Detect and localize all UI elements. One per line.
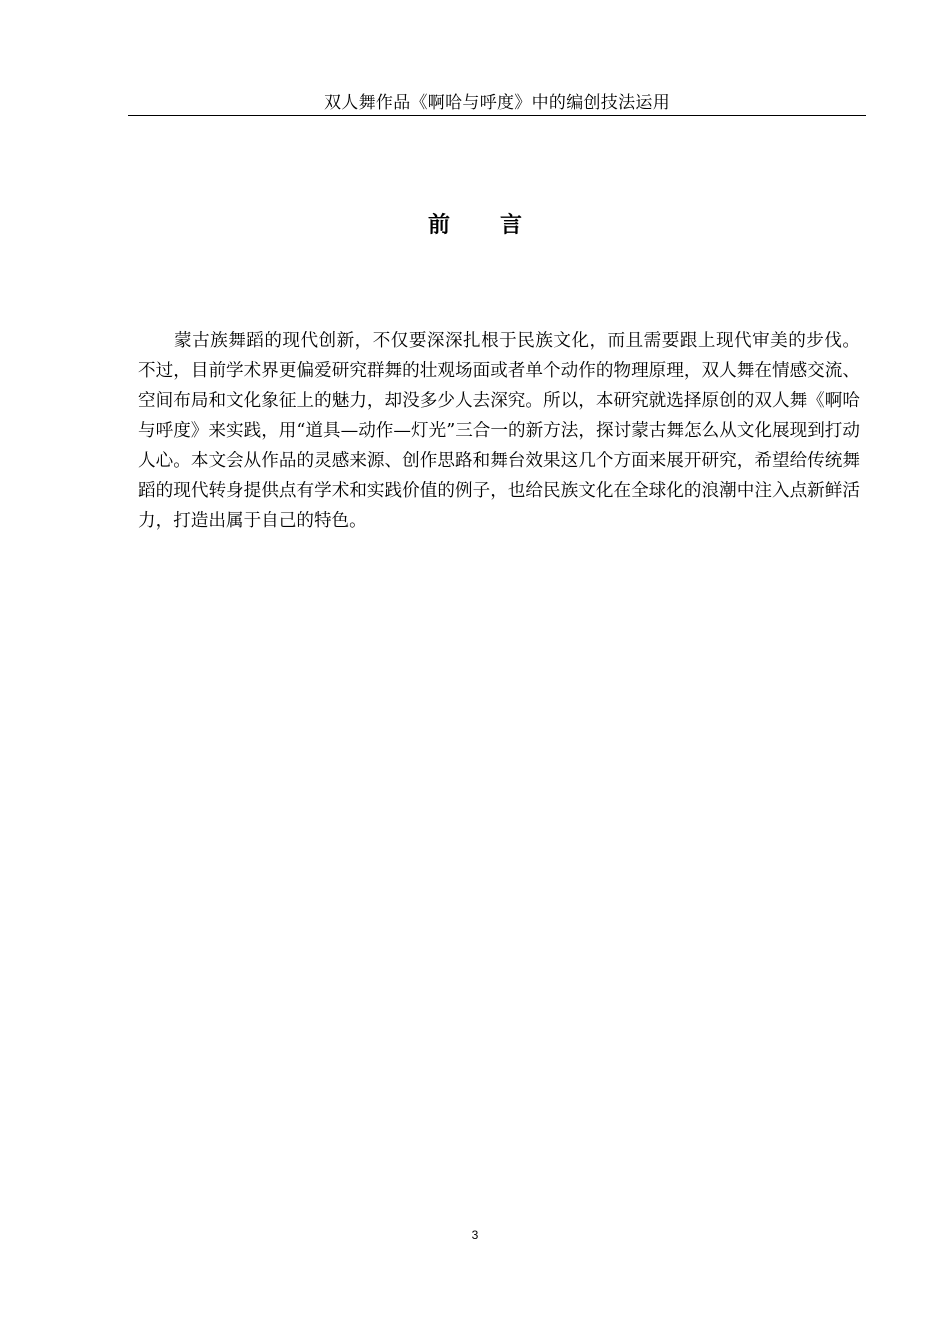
section-heading: 前言 [427,213,572,238]
page-number: 3 [471,1228,479,1242]
running-header: 双人舞作品《啊哈与呼度》中的编创技法运用 [324,93,670,113]
header-rule [128,115,866,116]
body-paragraph: 蒙古族舞蹈的现代创新，不仅要深深扎根于民族文化，而且需要跟上现代审美的步伐。不过，目前学术界更偏爱研究群舞的壮观场面或者单个动作的物理原理，双人舞在情感交流、空间布局和文化象征上的魅力，却没多少人去深究。所以，本研究就选择原创的双人舞《啊哈与呼度》来实践，用“道具—动作—灯光”三合一的新方法，探讨蒙古舞怎么从文化展现到打动人心。本文会从作品的灵感来源、创作思路和舞台效果这几个方面来展开研究，希望给传统舞蹈的现代转身提供点有学术和实践价值的例子，也给民族文化在全球化的浪潮中注入点新鲜活力，打造出属于自己的特色。 [138,331,860,531]
